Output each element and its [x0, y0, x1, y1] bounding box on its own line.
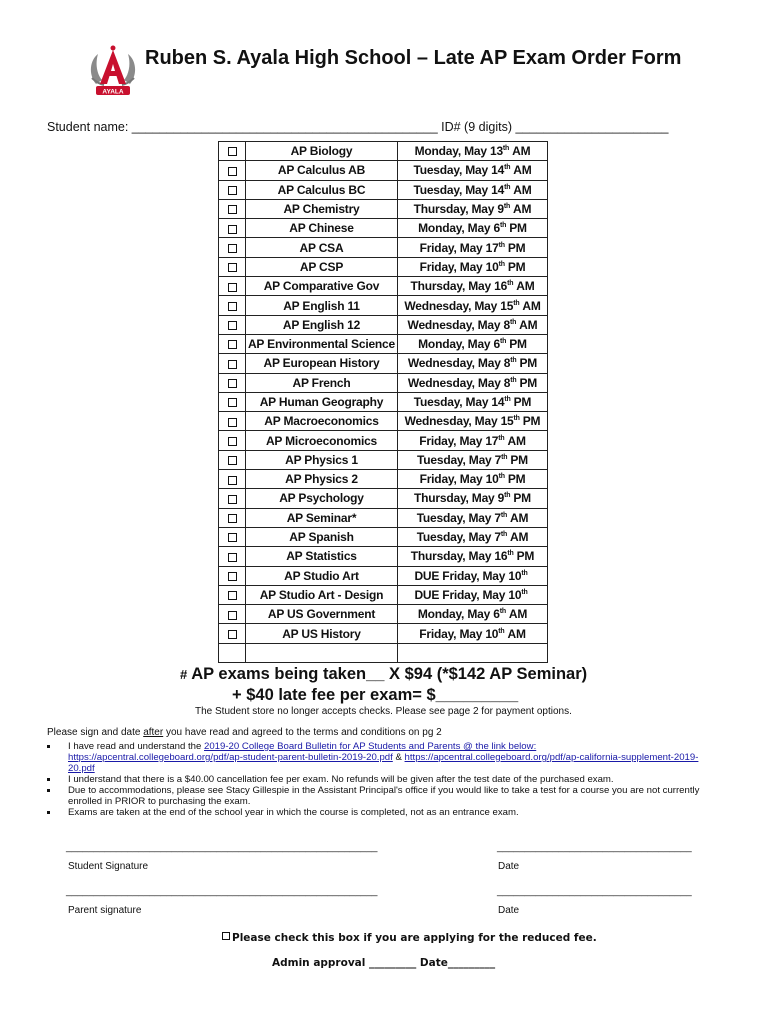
- exam-checkbox-cell[interactable]: [219, 605, 246, 624]
- bulletin-link[interactable]: 2019-20 College Board Bulletin for AP Students and Parents @ the link below:: [204, 741, 537, 752]
- svg-text:AYALA: AYALA: [102, 88, 124, 96]
- exam-checkbox[interactable]: [228, 186, 237, 195]
- term-item: Due to accommodations, please see Stacy Gillespie in the Assistant Principal's office if you would like to take a test for a course you are not currently enrolled in PRIOR to purchasing the exam.: [47, 785, 717, 807]
- exam-checkbox-cell[interactable]: [219, 431, 246, 450]
- exam-checkbox[interactable]: [228, 514, 237, 523]
- parent-signature-label: Parent signature: [68, 905, 142, 916]
- exam-checkbox[interactable]: [228, 321, 237, 330]
- student-name-id-line: Student name: ____________________________________________ ID# (9 digits) ______________________: [47, 120, 669, 134]
- exam-subject: AP Biology: [246, 142, 398, 161]
- exam-checkbox[interactable]: [228, 418, 237, 427]
- exam-subject: AP European History: [246, 354, 398, 373]
- exam-row: [219, 277, 548, 296]
- term-item: Exams are taken at the end of the school year in which the course is completed, not as an entrance exam.: [47, 807, 717, 818]
- exam-subject: AP French: [246, 373, 398, 392]
- exam-date: Tuesday, May 14th AM: [398, 161, 548, 180]
- exam-checkbox-cell[interactable]: [219, 392, 246, 411]
- exam-checkbox-cell[interactable]: [219, 161, 246, 180]
- exam-row: [219, 219, 548, 238]
- parent-signature-line[interactable]: ________________________________________________________: [66, 886, 378, 897]
- exam-date: Tuesday, May 7th AM: [398, 508, 548, 527]
- exam-row: [219, 334, 548, 353]
- exam-checkbox[interactable]: [228, 398, 237, 407]
- exam-subject: AP Spanish: [246, 527, 398, 546]
- exam-checkbox[interactable]: [228, 591, 237, 600]
- exam-subject: AP Chemistry: [246, 199, 398, 218]
- exam-checkbox-cell[interactable]: [219, 238, 246, 257]
- exam-date: Monday, May 6th PM: [398, 334, 548, 353]
- exam-checkbox-cell[interactable]: [219, 142, 246, 161]
- exam-checkbox[interactable]: [228, 379, 237, 388]
- exam-checkbox-cell[interactable]: [219, 199, 246, 218]
- exam-checkbox[interactable]: [228, 495, 237, 504]
- exam-subject: AP US History: [246, 624, 398, 643]
- reduced-fee-line: Please check this box if you are applying for the reduced fee.: [222, 932, 597, 944]
- school-logo: [86, 44, 140, 102]
- exam-date: Friday, May 17th PM: [398, 238, 548, 257]
- exam-checkbox[interactable]: [228, 611, 237, 620]
- exam-checkbox[interactable]: [228, 533, 237, 542]
- exam-row: [219, 450, 548, 469]
- exam-checkbox-cell[interactable]: [219, 277, 246, 296]
- exam-date: Wednesday, May 15th AM: [398, 296, 548, 315]
- exam-row: [219, 624, 548, 643]
- exam-subject: AP Studio Art: [246, 566, 398, 585]
- exam-row: [219, 161, 548, 180]
- exam-row: [219, 605, 548, 624]
- exam-checkbox[interactable]: [228, 147, 237, 156]
- exam-subject: AP English 12: [246, 315, 398, 334]
- exam-checkbox[interactable]: [228, 572, 237, 581]
- exam-date: Wednesday, May 8th AM: [398, 315, 548, 334]
- parent-date-line[interactable]: ___________________________________: [497, 886, 692, 897]
- exam-subject: AP Comparative Gov: [246, 277, 398, 296]
- exam-checkbox[interactable]: [228, 302, 237, 311]
- exam-checkbox-cell[interactable]: [219, 180, 246, 199]
- exam-row: [219, 373, 548, 392]
- exam-checkbox[interactable]: [228, 476, 237, 485]
- exam-row: [219, 431, 548, 450]
- exam-row: [219, 354, 548, 373]
- exam-subject: AP Calculus BC: [246, 180, 398, 199]
- student-signature-label: Student Signature: [68, 861, 149, 872]
- exam-checkbox-cell[interactable]: [219, 585, 246, 604]
- reduced-fee-checkbox[interactable]: [222, 932, 230, 940]
- exam-checkbox-cell[interactable]: [219, 547, 246, 566]
- exam-checkbox-cell[interactable]: [219, 296, 246, 315]
- exam-checkbox-cell[interactable]: [219, 219, 246, 238]
- exam-checkbox[interactable]: [228, 437, 237, 446]
- exam-checkbox-cell[interactable]: [219, 315, 246, 334]
- exam-subject: AP English 11: [246, 296, 398, 315]
- exam-row: [219, 585, 548, 604]
- page-title: Ruben S. Ayala High School – Late AP Exam Order Form: [145, 47, 682, 69]
- exam-table: [218, 141, 548, 663]
- exam-checkbox[interactable]: [228, 630, 237, 639]
- exam-date: Friday, May 10th PM: [398, 257, 548, 276]
- exam-date: Monday, May 6th AM: [398, 605, 548, 624]
- exam-subject: AP Environmental Science: [246, 334, 398, 353]
- exam-checkbox-cell[interactable]: [219, 354, 246, 373]
- exam-date: DUE Friday, May 10th: [398, 566, 548, 585]
- exam-date: Thursday, May 16th PM: [398, 547, 548, 566]
- exam-row: [219, 142, 548, 161]
- exam-date: Tuesday, May 14th AM: [398, 180, 548, 199]
- parent-date-label: Date: [498, 905, 520, 916]
- exam-date: Tuesday, May 7th PM: [398, 450, 548, 469]
- student-signature-line[interactable]: ________________________________________________________: [66, 842, 378, 853]
- exam-row: [219, 489, 548, 508]
- exam-subject: AP US Government: [246, 605, 398, 624]
- exam-row: [219, 470, 548, 489]
- exam-count-line: # AP exams being taken__ X $94 (*$142 AP Seminar): [180, 665, 588, 683]
- exam-date: Friday, May 10th PM: [398, 470, 548, 489]
- exam-checkbox-cell[interactable]: [219, 412, 246, 431]
- exam-date: Monday, May 13th AM: [398, 142, 548, 161]
- student-date-line[interactable]: ___________________________________: [497, 842, 692, 853]
- exam-subject: AP Macroeconomics: [246, 412, 398, 431]
- exam-row: [219, 547, 548, 566]
- exam-checkbox[interactable]: [228, 283, 237, 292]
- exam-checkbox[interactable]: [228, 225, 237, 234]
- exam-row: [219, 412, 548, 431]
- exam-subject: AP Calculus AB: [246, 161, 398, 180]
- exam-checkbox-cell[interactable]: [219, 527, 246, 546]
- exam-checkbox-cell[interactable]: [219, 489, 246, 508]
- late-fee-line: + $40 late fee per exam= $_________: [232, 686, 519, 704]
- exam-checkbox[interactable]: [228, 340, 237, 349]
- exam-date: Thursday, May 9th AM: [398, 199, 548, 218]
- bulletin-pdf-link[interactable]: https://apcentral.collegeboard.org/pdf/ap-student-parent-bulletin-2019-20.pdf: [68, 752, 393, 763]
- exam-subject: AP Microeconomics: [246, 431, 398, 450]
- exam-checkbox[interactable]: [228, 167, 237, 176]
- exam-checkbox[interactable]: [228, 244, 237, 253]
- exam-checkbox[interactable]: [228, 456, 237, 465]
- exam-row: [219, 566, 548, 585]
- exam-row: [219, 180, 548, 199]
- exam-date: Wednesday, May 15th PM: [398, 412, 548, 431]
- exam-row: [219, 257, 548, 276]
- exam-subject: AP Statistics: [246, 547, 398, 566]
- exam-row: [219, 199, 548, 218]
- term-item: I have read and understand the 2019-20 College Board Bulletin for AP Students and Parents @ the link below: https://apcentral.collegeboard.org/pdf/ap-student-parent-bulletin-2019-20.pdf & https://apcentral.collegeboard.org/pdf/ap-california-supplement-2019-20.pdf: [47, 741, 717, 774]
- exam-checkbox[interactable]: [228, 553, 237, 562]
- student-date-label: Date: [498, 861, 520, 872]
- exam-subject: AP CSP: [246, 257, 398, 276]
- exam-date: Monday, May 6th PM: [398, 219, 548, 238]
- exam-subject: AP CSA: [246, 238, 398, 257]
- exam-row: [219, 508, 548, 527]
- exam-subject: AP Physics 1: [246, 450, 398, 469]
- exam-checkbox-cell[interactable]: [219, 470, 246, 489]
- exam-subject: AP Chinese: [246, 219, 398, 238]
- store-note: The Student store no longer accepts checks. Please see page 2 for payment options.: [195, 706, 572, 717]
- exam-date: Tuesday, May 7th AM: [398, 527, 548, 546]
- exam-checkbox-cell[interactable]: [219, 450, 246, 469]
- exam-date: Thursday, May 16th AM: [398, 277, 548, 296]
- exam-checkbox[interactable]: [228, 263, 237, 272]
- exam-checkbox[interactable]: [228, 360, 237, 369]
- california-supplement-link[interactable]: https://apcentral.collegeboard.org/pdf/ap-california-supplement-2019-20.pdf: [68, 752, 699, 774]
- exam-checkbox-cell[interactable]: [219, 373, 246, 392]
- exam-date: Friday, May 17th AM: [398, 431, 548, 450]
- exam-subject: AP Seminar*: [246, 508, 398, 527]
- exam-subject: AP Physics 2: [246, 470, 398, 489]
- exam-row: [219, 527, 548, 546]
- exam-date: Wednesday, May 8th PM: [398, 373, 548, 392]
- terms-list: [47, 741, 717, 818]
- exam-subject: AP Studio Art - Design: [246, 585, 398, 604]
- exam-date: Wednesday, May 8th PM: [398, 354, 548, 373]
- exam-checkbox-cell[interactable]: [219, 566, 246, 585]
- exam-checkbox-cell[interactable]: [219, 257, 246, 276]
- exam-checkbox-cell[interactable]: [219, 624, 246, 643]
- admin-approval-line: Admin approval _________ Date_________: [272, 957, 496, 969]
- sign-instruction: Please sign and date after you have read and agreed to the terms and conditions on pg 2: [47, 727, 442, 738]
- exam-subject: AP Human Geography: [246, 392, 398, 411]
- exam-row: [219, 315, 548, 334]
- exam-subject: AP Psychology: [246, 489, 398, 508]
- exam-date: Friday, May 10th AM: [398, 624, 548, 643]
- exam-date: Thursday, May 9th PM: [398, 489, 548, 508]
- exam-row-blank: [219, 643, 548, 662]
- exam-row: [219, 392, 548, 411]
- exam-date: DUE Friday, May 10th: [398, 585, 548, 604]
- exam-checkbox[interactable]: [228, 205, 237, 214]
- exam-row: [219, 238, 548, 257]
- exam-date: Tuesday, May 14th PM: [398, 392, 548, 411]
- exam-checkbox-cell[interactable]: [219, 334, 246, 353]
- term-item: I understand that there is a $40.00 cancellation fee per exam. No refunds will be given after the test date of the purchased exam.: [47, 774, 717, 785]
- exam-row: [219, 296, 548, 315]
- exam-checkbox-cell[interactable]: [219, 508, 246, 527]
